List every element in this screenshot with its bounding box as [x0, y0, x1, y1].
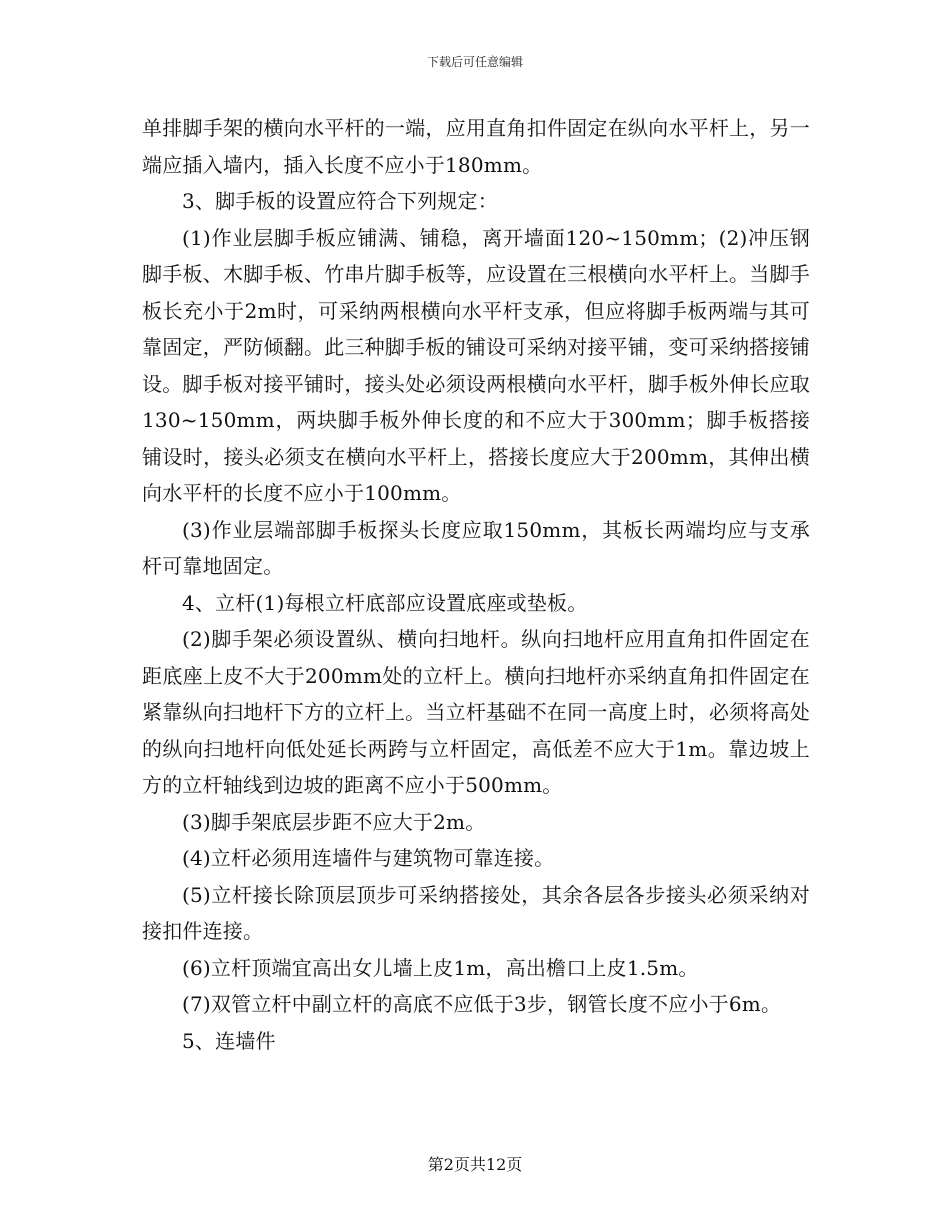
- paragraph: (5)立杆接长除顶层顶步可采纳搭接处，其余各层各步接头必须采纳对接扣件连接。: [142, 882, 810, 943]
- paragraph: 单排脚手架的横向水平杆的一端，应用直角扣件固定在纵向水平杆上，另一端应插入墙内，插入长度不应小于180mm。: [142, 116, 810, 177]
- paragraph: (3)脚手架底层步距不应大于2m。: [182, 809, 486, 834]
- paragraph: 3、脚手板的设置应符合下列规定：: [182, 189, 498, 213]
- paragraph: (2)脚手架必须设置纵、横向扫地杆。纵向扫地杆应用直角扣件固定在距底座上皮不大于200mm处的立杆上。横向扫地杆亦采纳直角扣件固定在紧靠纵向扫地杆下方的立杆上。当立杆基础不在同一高度上时，必须将高处的纵向扫地杆向低处延长两跨与立杆固定，高低差不应大于1m。靠边坡上方的立杆轴线到边坡的距离不应小于500mm。: [142, 627, 810, 797]
- document-body: [142, 110, 810, 1059]
- paragraph: (7)双管立杆中副立杆的高底不应低于3步，钢管长度不应小于6m。: [182, 992, 782, 1016]
- paragraph: (3)作业层端部脚手板探头长度应取150mm，其板长两端均应与支承杆可靠地固定。: [142, 517, 810, 578]
- page-footer: 第2页共12页: [427, 1155, 523, 1174]
- paragraph: (6)立杆顶端宜高出女儿墙上皮1m，高出檐口上皮1.5m。: [182, 955, 699, 980]
- paragraph: (4)立杆必须用连墙件与建筑物可靠连接。: [182, 846, 555, 870]
- paragraph: (1)作业层脚手板应铺满、铺稳，离开墙面120~150mm；(2)冲压钢脚手板、木脚手板、竹串片脚手板等，应设置在三根横向水平杆上。当脚手板长充小于2m时，可采纳两根横向水平杆支承，但应将脚手板两端与其可靠固定，严防倾翻。此三种脚手板的铺设可采纳对接平铺，变可采纳搭接铺设。脚手板对接平铺时，接头处必须设两根横向水平杆，脚手板外伸长应取130~150mm，两块脚手板外伸长度的和不应大于300mm；脚手板搭接铺设时，接头必须支在横向水平杆上，搭接长度应大于200mm，其伸出横向水平杆的长度不应小于100mm。: [142, 225, 810, 505]
- paragraph: 4、立杆(1)每根立杆底部应设置底座或垫板。: [182, 590, 588, 615]
- page-header: 下载后可任意编辑: [426, 55, 523, 69]
- paragraph: 5、连墙件: [182, 1028, 276, 1053]
